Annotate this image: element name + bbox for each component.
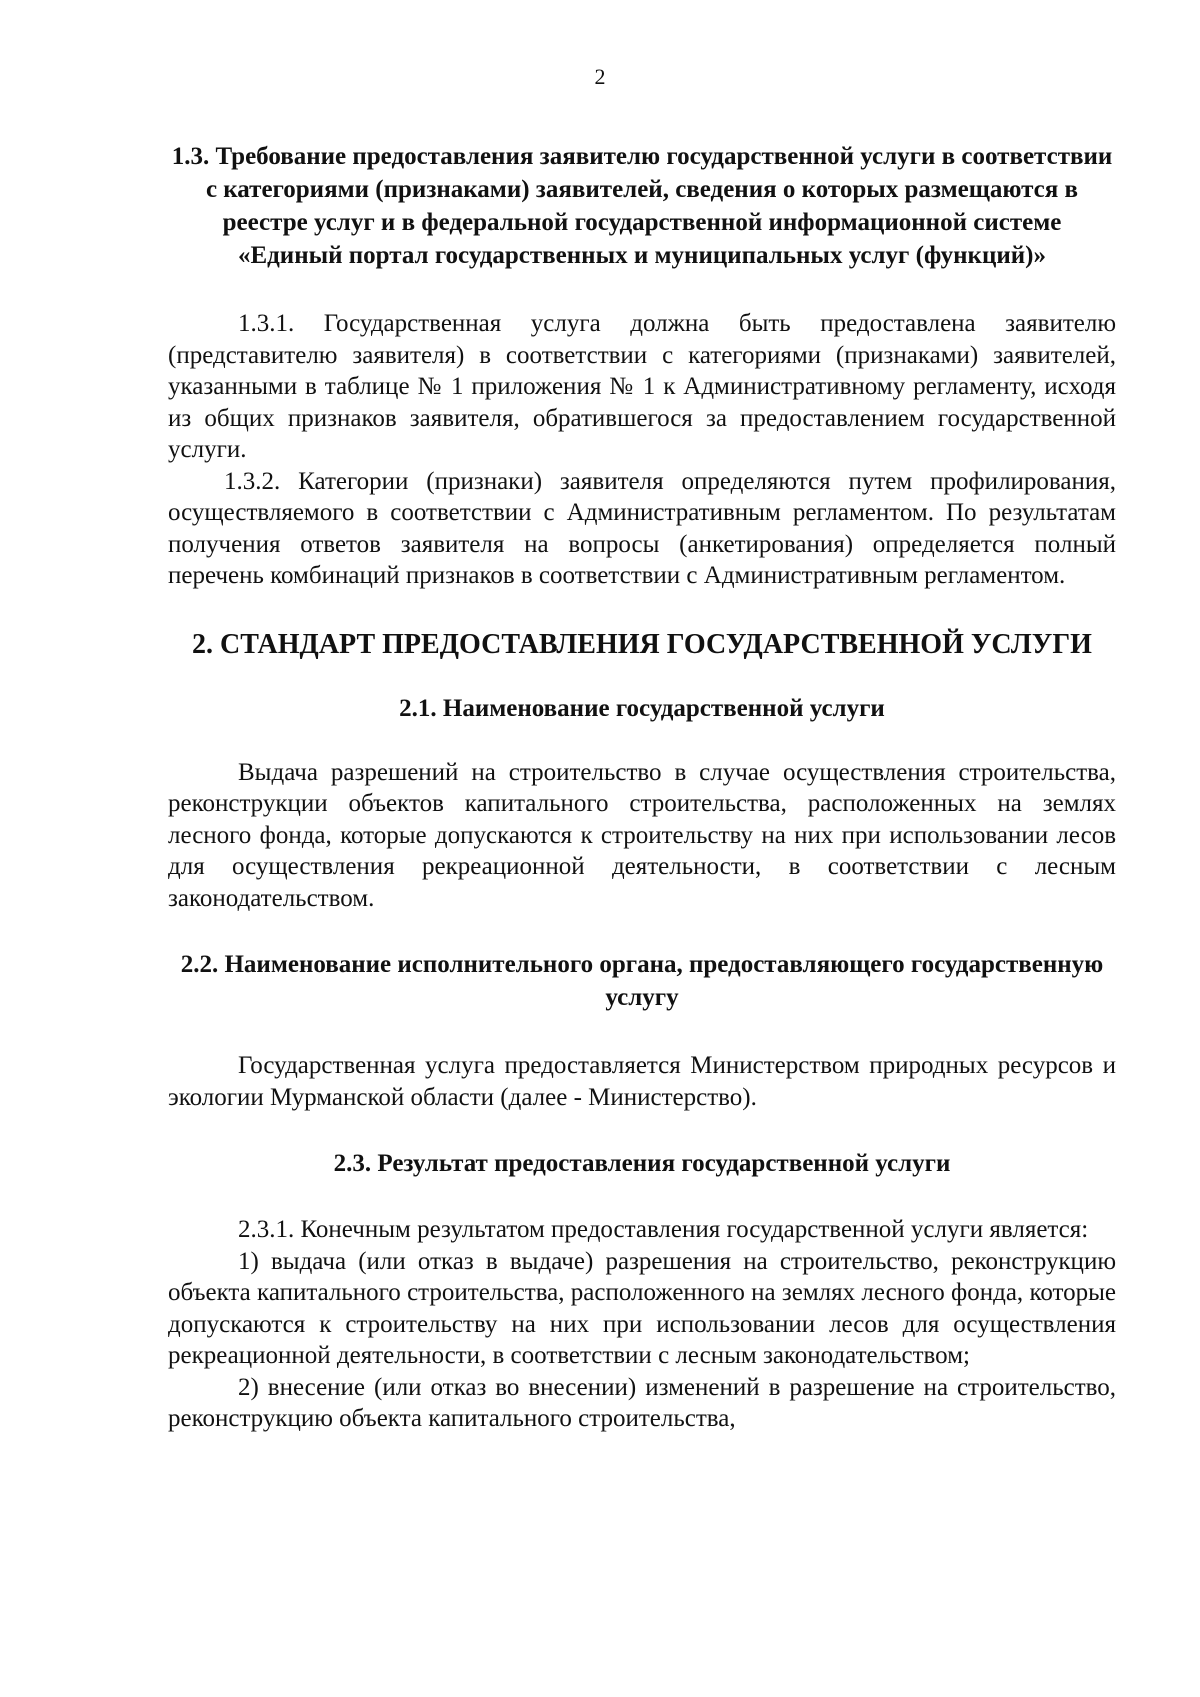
section-2-1-title: 2.1. Наименование государственной услуги (399, 694, 885, 722)
list-item-2: 2) внесение (или отказ во внесении) изменений в разрешение на строительство, реконструкцию объекта капитального строительства, (168, 1373, 1116, 1432)
paragraph-2-2: Государственная услуга предоставляется Министерством природных ресурсов и экологии Мурманской области (далее - Министерство). (168, 1052, 1116, 1111)
section-2-title: 2. СТАНДАРТ ПРЕДОСТАВЛЕНИЯ ГОСУДАРСТВЕННОЙ УСЛУГИ (192, 628, 1092, 660)
document-body (168, 140, 1116, 1435)
list-item-1: 1) выдача (или отказ в выдаче) разрешения на строительство, реконструкцию объекта капитального строительства, расположенного на землях лесного фонда, которые допускаются к строительству на них при использовании лесов для осуществления рекреационной деятельности, в соответствии с лесным законодательством; (168, 1247, 1116, 1369)
section-1-3-title: 1.3. Требование предоставления заявителю государственной услуги в соответствии с категориями (признаками) заявителей, сведения о которых размещаются в реестре услуг и в федеральной государственной информационной системе «Единый портал государственных и муниципальных услуг (функций)» (171, 143, 1113, 269)
paragraph-2-3-1: 2.3.1. Конечным результатом предоставления государственной услуги является: (238, 1216, 1089, 1243)
page-number: 2 (594, 64, 606, 89)
paragraph-1-3-2: 1.3.2. Категории (признаки) заявителя определяются путем профилирования, осуществляемого в соответствии с Административным регламентом. По результатам получения ответов заявителя на вопросы (анкетирования) определяется полный перечень комбинаций признаков в соответствии с Административным регламентом. (168, 467, 1116, 589)
paragraph-2-1: Выдача разрешений на строительство в случае осуществления строительства, реконструкции объектов капитального строительства, расположенных на землях лесного фонда, которые допускаются к строительству на них при использовании лесов для осуществления рекреационной деятельности, в соответствии с лесным законодательством. (168, 758, 1116, 912)
section-2-2-title: 2.2. Наименование исполнительного органа, предоставляющего государственную услугу (180, 951, 1104, 1011)
section-2-3-title: 2.3. Результат предоставления государственной услуги (333, 1150, 951, 1177)
paragraph-1-3-1: 1.3.1. Государственная услуга должна быть предоставлена заявителю (представителю заявителя) в соответствии с категориями (признаками) заявителей, указанными в таблице № 1 приложения № 1 к Административному регламенту, исходя из общих признаков заявителя, обратившегося за предоставлением государственной услуги. (168, 310, 1116, 463)
